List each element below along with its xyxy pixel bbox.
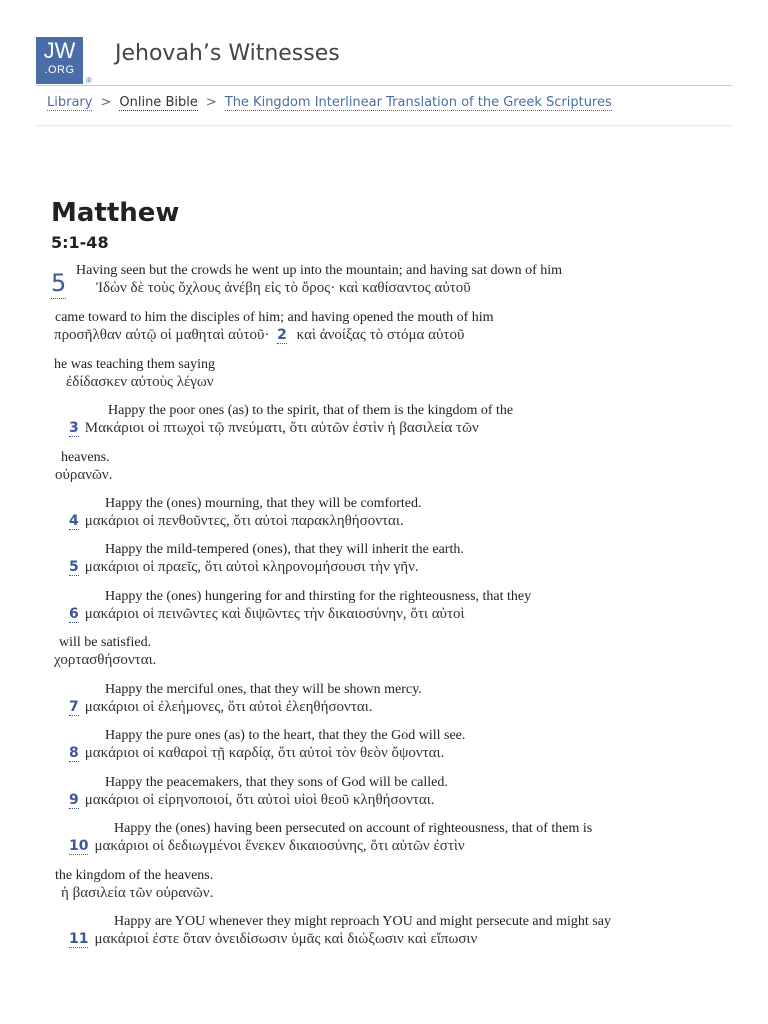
- english-gloss: Happy the mild-tempered (ones), that they will inherit the earth.: [105, 542, 464, 557]
- interlinear-line: [69, 821, 759, 855]
- english-gloss: Happy are YOU whenever they might reproach YOU and might persecute and might say: [114, 914, 611, 929]
- greek-text: μακάριοι οἱ πεινῶντες καὶ διψῶντες τὴν δικαιοσύνην, ὅτι αὐτοὶ: [84, 606, 465, 622]
- registered-mark: ®: [86, 76, 92, 85]
- interlinear-line: [69, 542, 759, 576]
- breadcrumb: [47, 95, 612, 115]
- greek-text: μακάριοι οἱ ἐλεήμονες, ὅτι αὐτοὶ ἐλεηθήσονται.: [84, 699, 373, 715]
- english-gloss: he was teaching them saying: [54, 357, 215, 372]
- greek-text: μακάριοι οἱ πενθοῦντες, ὅτι αὐτοὶ παρακληθήσονται.: [84, 513, 404, 529]
- english-gloss: heavens.: [61, 450, 110, 465]
- interlinear-line: [76, 263, 766, 297]
- greek-text: μακάριοι οἱ δεδιωγμένοι ἕνεκεν δικαιοσύνης, ὅτι αὐτῶν ἐστὶν: [94, 838, 465, 854]
- logo-text-jw: JW: [43, 38, 76, 63]
- english-gloss: Happy the pure ones (as) to the heart, that they the God will see.: [105, 728, 466, 743]
- verse-number-link[interactable]: 8: [69, 745, 79, 761]
- verse-number-link[interactable]: 7: [69, 699, 79, 715]
- breadcrumb-kingdom-interlinear[interactable]: The Kingdom Interlinear Translation of the Greek Scriptures: [224, 95, 612, 110]
- greek-text: προσῆλθαν αὐτῷ οἱ μαθηταὶ αὐτοῦ·: [54, 327, 270, 343]
- verse-number-link[interactable]: 10: [69, 838, 89, 854]
- greek-text: χορτασθήσονται.: [54, 652, 157, 668]
- chapter-number-link[interactable]: 5: [51, 269, 67, 297]
- greek-text: Ἰδὼν δὲ τοὺς ὄχλους ἀνέβη εἰς τὸ ὄρος· καὶ καθίσαντος αὐτοῦ: [96, 280, 471, 296]
- interlinear-line: [69, 775, 759, 809]
- verse-number-link[interactable]: 2: [277, 327, 287, 343]
- english-gloss: Having seen but the crowds he went up into the mountain; and having sat down of him: [76, 263, 563, 278]
- chevron-right-icon: >: [205, 95, 217, 110]
- english-gloss: the kingdom of the heavens.: [55, 868, 214, 883]
- english-gloss: came toward to him the disciples of him; and having opened the mouth of him: [55, 310, 494, 325]
- verse-number-link[interactable]: 4: [69, 513, 79, 529]
- verse-number-link[interactable]: 5: [69, 559, 79, 575]
- greek-text: καὶ ἀνοίξας τὸ στόμα αὐτοῦ: [296, 327, 465, 343]
- site-title[interactable]: Jehovah’s Witnesses: [115, 41, 340, 66]
- greek-text: ἐδίδασκεν αὐτοὺς λέγων: [66, 374, 214, 390]
- verse-number-link[interactable]: 6: [69, 606, 79, 622]
- interlinear-line: [69, 496, 759, 530]
- english-gloss: Happy the merciful ones, that they will be shown mercy.: [105, 682, 422, 697]
- english-gloss: Happy the (ones) mourning, that they will be comforted.: [105, 496, 422, 511]
- english-gloss: Happy the poor ones (as) to the spirit, that of them is the kingdom of the: [108, 403, 514, 418]
- greek-text: ἡ βασιλεία τῶν οὐρανῶν.: [61, 885, 214, 901]
- interlinear-line: [69, 914, 759, 948]
- jw-logo[interactable]: [36, 37, 83, 84]
- english-gloss: will be satisfied.: [59, 635, 152, 650]
- verse-number-link[interactable]: 9: [69, 792, 79, 808]
- chapter-reference: 5:1-48: [51, 233, 109, 252]
- greek-text: Μακάριοι οἱ πτωχοὶ τῷ πνεύματι, ὅτι αὐτῶν ἐστὶν ἡ βασιλεία τῶν: [84, 420, 479, 436]
- interlinear-line: [69, 728, 759, 762]
- interlinear-line: [54, 450, 744, 484]
- chevron-right-icon: >: [100, 95, 112, 110]
- interlinear-line: [54, 310, 744, 344]
- page-title: Matthew: [51, 198, 180, 228]
- interlinear-line: [69, 403, 759, 437]
- greek-text: μακάριοί ἐστε ὅταν ὀνειδίσωσιν ὑμᾶς καὶ διώξωσιν καὶ εἴπωσιν: [94, 931, 478, 947]
- logo-text-org: .ORG: [44, 64, 75, 76]
- greek-text: οὐρανῶν.: [55, 467, 113, 483]
- interlinear-line: [54, 868, 744, 902]
- header-divider: [36, 85, 732, 86]
- breadcrumb-library[interactable]: Library: [47, 95, 93, 110]
- interlinear-line: [69, 589, 759, 623]
- english-gloss: Happy the (ones) having been persecuted on account of righteousness, that of them is: [114, 821, 593, 836]
- site-header: [0, 0, 768, 86]
- breadcrumb-online-bible[interactable]: Online Bible: [119, 95, 198, 110]
- greek-text: μακάριοι οἱ καθαροὶ τῇ καρδίᾳ, ὅτι αὐτοὶ τὸν θεὸν ὄψονται.: [84, 745, 445, 761]
- interlinear-line: [54, 357, 744, 391]
- interlinear-line: [69, 682, 759, 716]
- english-gloss: Happy the (ones) hungering for and thirsting for the righteousness, that they: [105, 589, 532, 604]
- breadcrumb-divider: [36, 125, 732, 126]
- greek-text: μακάριοι οἱ πραεῖς, ὅτι αὐτοὶ κληρονομήσουσι τὴν γῆν.: [84, 559, 419, 575]
- verse-number-link[interactable]: 3: [69, 420, 79, 436]
- interlinear-line: [54, 635, 744, 669]
- english-gloss: Happy the peacemakers, that they sons of God will be called.: [105, 775, 448, 790]
- greek-text: μακάριοι οἱ εἰρηνοποιοί, ὅτι αὐτοὶ υἱοὶ θεοῦ κληθήσονται.: [84, 792, 435, 808]
- verse-number-link[interactable]: 11: [69, 931, 89, 947]
